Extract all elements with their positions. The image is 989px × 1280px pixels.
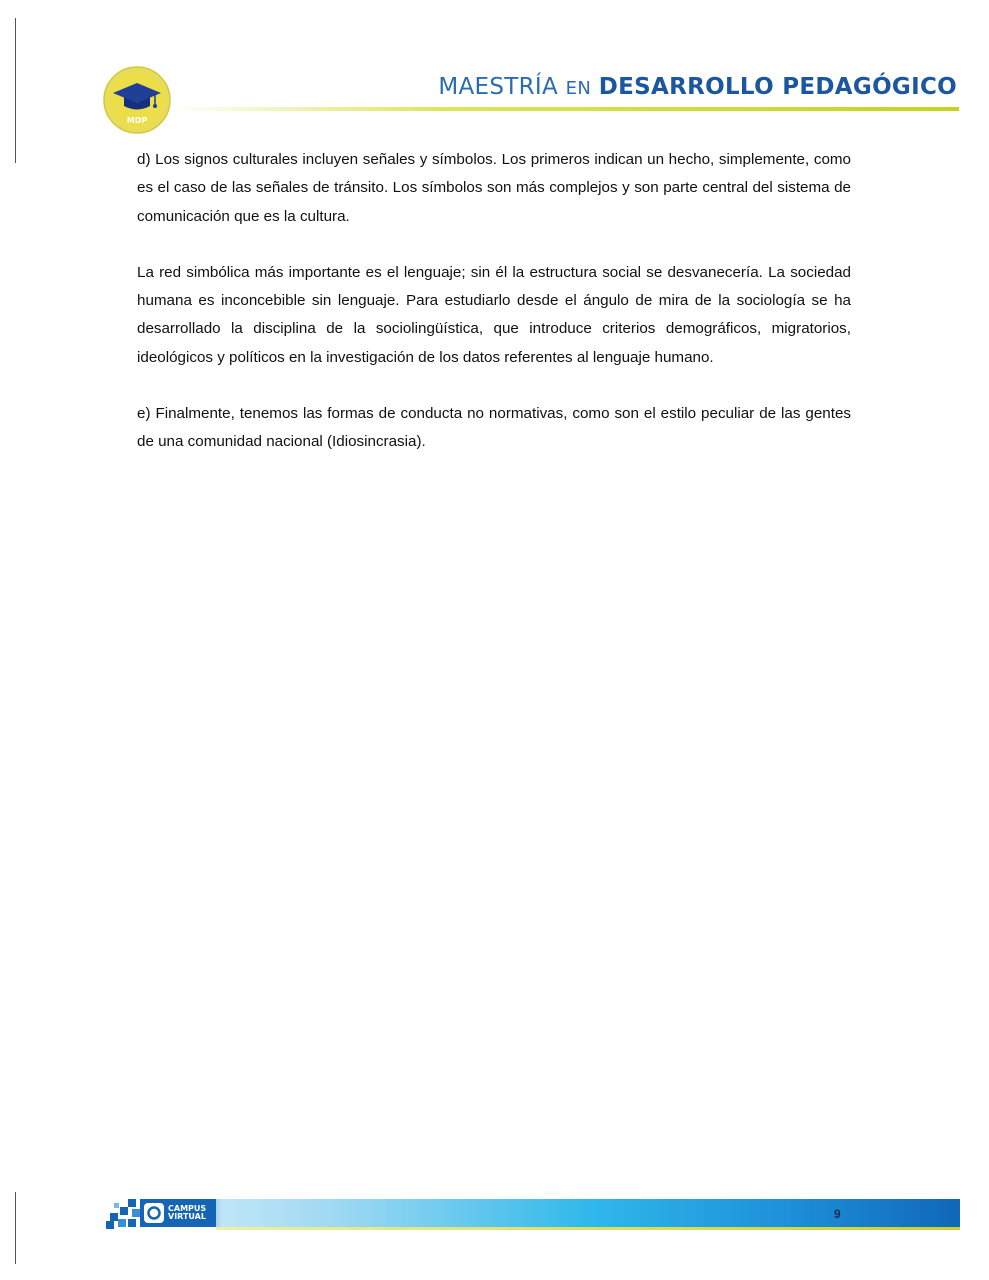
campus-ring-icon (144, 1203, 164, 1223)
campus-line1: CAMPUS (168, 1203, 207, 1213)
page-number: 9 (834, 1207, 841, 1221)
pixel-blocks-icon (106, 1195, 140, 1229)
document-body (137, 146, 851, 485)
paragraph-signos: d) Los signos culturales incluyen señales y símbolos. Los primeros indican un hecho, simplemente, como es el caso de las señales de tránsito. Los símbolos son más complejos y son parte central del sistema de comunicación que es la cultura. (137, 151, 851, 225)
paragraph-red-simbolica: La red simbólica más importante es el lenguaje; sin él la estructura social se desvanecería. La sociedad humana es inconcebible sin lenguaje. Para estudiarlo desde el ángulo de mira de la sociología se ha desarrollado la disciplina de la sociolingüística, que introduce criterios demográficos, migratorios, ideológicos y políticos en la investigación de los datos referentes al lenguaje humano. (137, 263, 851, 366)
paragraph-conducta: e) Finalmente, tenemos las formas de conducta no normativas, como son el estilo peculiar de las gentes de una comunidad nacional (Idiosincrasia). (137, 405, 851, 451)
logo-text: MDP (126, 116, 148, 125)
title-en: EN (565, 78, 592, 99)
campus-line2: VIRTUAL (168, 1212, 206, 1221)
campus-text (168, 1205, 206, 1222)
campus-virtual-logo (140, 1199, 216, 1227)
header-rule (170, 107, 959, 111)
title-maestria: MAESTRÍA (438, 74, 559, 100)
left-margin-line-top (15, 18, 16, 163)
program-title (438, 74, 957, 100)
footer-underline (216, 1227, 960, 1230)
title-desarrollo: DESARROLLO PEDAGÓGICO (598, 74, 957, 100)
mdp-logo-icon (103, 66, 171, 134)
left-margin-line-bottom (15, 1192, 16, 1264)
